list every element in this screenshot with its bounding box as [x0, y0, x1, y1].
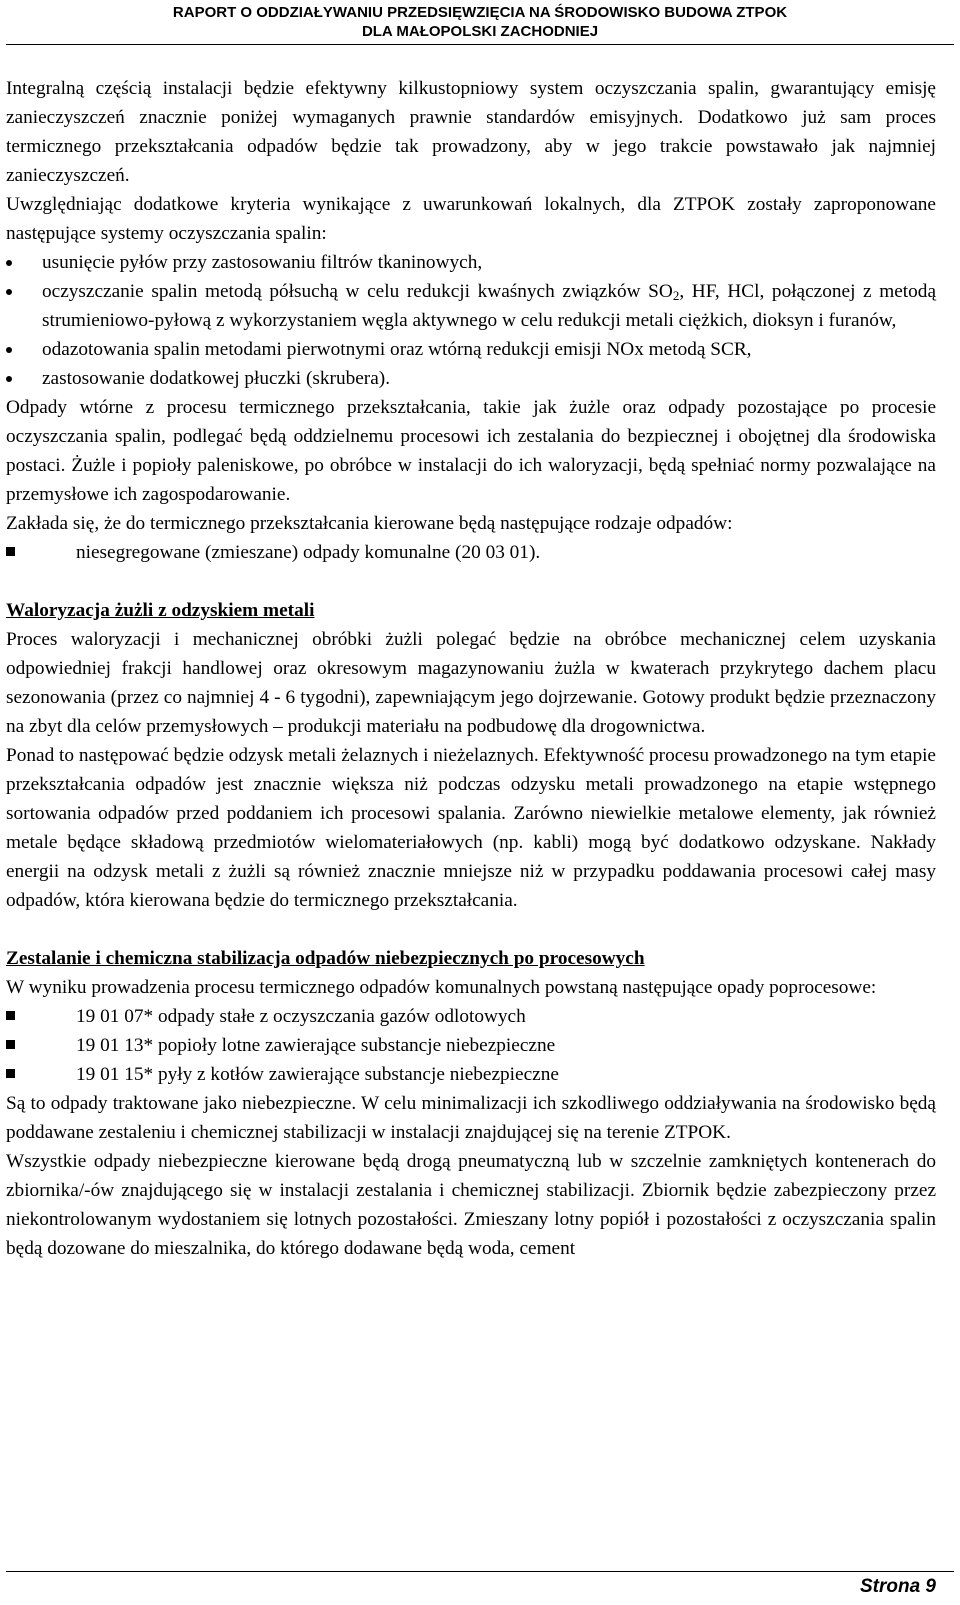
- list-item: odazotowania spalin metodami pierwotnymi oraz wtórną redukcji emisji NOx metodą SCR,: [6, 335, 936, 364]
- square-bullet-icon: [6, 1040, 15, 1049]
- paragraph-process-waste: W wyniku prowadzenia procesu termicznego odpadów komunalnych powstaną następujące opady poprocesowe:: [6, 977, 877, 998]
- header-divider: [6, 44, 954, 45]
- bullet-icon: [6, 347, 12, 353]
- list-item: zastosowanie dodatkowej płuczki (skrubera).: [6, 364, 936, 393]
- square-bullet-icon: [6, 547, 15, 556]
- section-heading-stabilization: Zestalanie i chemiczna stabilizacja odpadów niebezpiecznych po procesowych: [6, 948, 645, 969]
- bullet-icon: [6, 289, 12, 295]
- bullet-list-cleaning-systems: [6, 248, 936, 393]
- header-line-2: DLA MAŁOPOLSKI ZACHODNIEJ: [361, 23, 599, 40]
- document-body: [6, 74, 936, 1263]
- paragraph-transport: Wszystkie odpady niebezpieczne kierowane będą drogą pneumatyczną lub w szczelnie zamkniętych kontenerach do zbiornika/-ów znajdującego się w instalacji zestalania i chemicznej stabilizacji. Zbiornik będzie zabezpieczony przez niekontrolowanym wydostaniem się lotnych pozostałości. Zmieszany lotny popiół i pozostałości z oczyszczania spalin będą dozowane do mieszalnika, do którego dodawane będą woda, cement: [6, 1151, 936, 1259]
- list-item: niesegregowane (zmieszane) odpady komunalne (20 03 01).: [6, 538, 936, 567]
- list-item: oczyszczanie spalin metodą półsuchą w celu redukcji kwaśnych związków $SO_2$, HF, HCl, połączonej z metodą strumieniowo-pyłową z wykorzystaniem węgla aktywnego w celu redukcji metali ciężkich, dioksyn i furanów,: [6, 277, 936, 335]
- square-list-waste-types: [6, 538, 936, 567]
- footer-divider: [6, 1571, 954, 1572]
- list-item: 19 01 15* pyły z kotłów zawierające substancje niebezpieczne: [6, 1060, 936, 1089]
- list-item: 19 01 13* popioły lotne zawierające substancje niebezpieczne: [6, 1031, 936, 1060]
- paragraph-criteria: Uwzględniając dodatkowe kryteria wynikające z uwarunkowań lokalnych, dla ZTPOK zostały zaproponowane następujące systemy oczyszczania spalin:: [6, 194, 936, 244]
- square-bullet-icon: [6, 1069, 15, 1078]
- bullet-icon: [6, 260, 12, 266]
- paragraph-secondary-waste: Odpady wtórne z procesu termicznego przekształcania, takie jak żużle oraz odpady pozostające po procesie oczyszczania spalin, podlegać będą oddzielnemu procesowi ich zestalania do bezpiecznej i obojętnej dla środowiska postaci. Żużle i popioły paleniskowe, po obróbce w instalacji do ich waloryzacji, będą spełniać normy pozwalające na przemysłowe ich zagospodarowanie.: [6, 397, 936, 505]
- list-item: usunięcie pyłów przy zastosowaniu filtrów tkaninowych,: [6, 248, 936, 277]
- section-heading-slag: Waloryzacja żużli z odzyskiem metali: [6, 600, 315, 621]
- paragraph-waste-types: Zakłada się, że do termicznego przekształcania kierowane będą następujące rodzaje odpadów:: [6, 513, 733, 534]
- page-number: Strona 9: [859, 1576, 936, 1597]
- header-line-1: RAPORT O ODDZIAŁYWANIU PRZEDSIĘWZIĘCIA NA ŚRODOWISKO BUDOWA ZTPOK: [172, 4, 788, 21]
- list-item: 19 01 07* odpady stałe z oczyszczania gazów odlotowych: [6, 1002, 936, 1031]
- square-bullet-icon: [6, 1011, 15, 1020]
- paragraph-hazardous: Są to odpady traktowane jako niebezpieczne. W celu minimalizacji ich szkodliwego oddziaływania na środowisko będą poddawane zestaleniu i chemicznej stabilizacji w instalacji znajdującej się na terenie ZTPOK.: [6, 1093, 936, 1143]
- paragraph-slag-process: Proces waloryzacji i mechanicznej obróbki żużli polegać będzie na obróbce mechanicznej celem uzyskania odpowiedniej frakcji handlowej oraz okresowym magazynowaniu żużla w kwaterach przykrytego dachem placu sezonowania (przez co najmniej 4 - 6 tygodni), zapewniającym jego dojrzewanie. Gotowy produkt będzie przeznaczony na zbyt dla celów przemysłowych – produkcji materiału na podbudowę dla drogownictwa.: [6, 629, 936, 737]
- paragraph-emission-system: Integralną częścią instalacji będzie efektywny kilkustopniowy system oczyszczania spalin, gwarantujący emisję zanieczyszczeń znacznie poniżej wymaganych prawnie standardów emisyjnych. Dodatkowo już sam proces termicznego przekształcania odpadów będzie tak prowadzony, aby w jego trakcie powstawało jak najmniej zanieczyszczeń.: [6, 78, 936, 186]
- page-header: [0, 0, 960, 41]
- paragraph-metal-recovery: Ponad to następować będzie odzysk metali żelaznych i nieżelaznych. Efektywność procesu prowadzonego na tym etapie przekształcania odpadów jest znacznie większa niż podczas odzysku metali prowadzonego na etapie wstępnego sortowania odpadów przed poddaniem ich procesowi spalania. Zarówno niewielkie metalowe elementy, jak również metale będące składową przedmiotów wielomateriałowych (np. kabli) mogą być dodatkowo odzyskane. Nakłady energii na odzysk metali z żużli są również znacznie mniejsze niż w przypadku poddawania procesowi całej masy odpadów, która kierowana będzie do termicznego przekształcania.: [6, 745, 936, 911]
- square-list-waste-codes: [6, 1002, 936, 1089]
- bullet-icon: [6, 376, 12, 382]
